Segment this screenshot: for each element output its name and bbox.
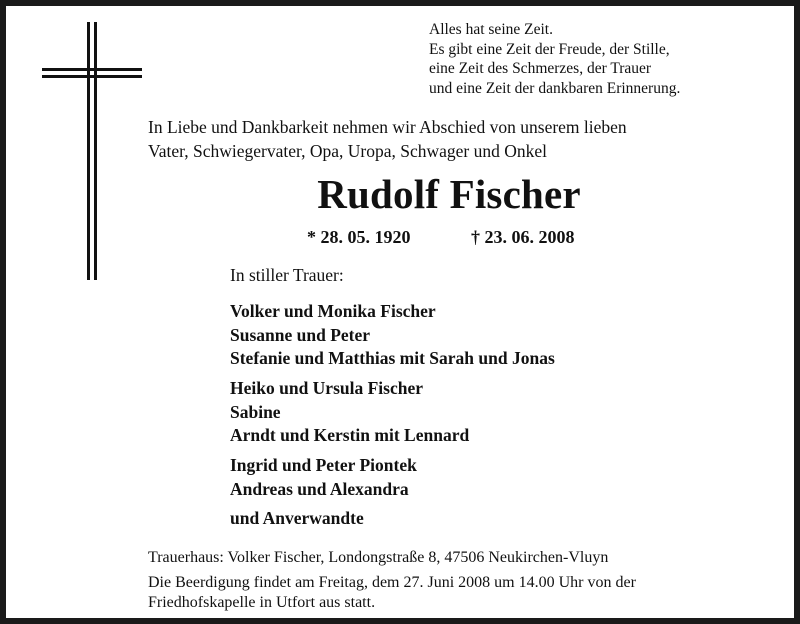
mourner-line: Andreas und Alexandra xyxy=(230,478,409,499)
mourner-group xyxy=(230,377,469,448)
funeral-line: Die Beerdigung findet am Freitag, dem 27. Juni 2008 um 14.00 Uhr von der xyxy=(148,574,636,591)
mourner-line: Heiko und Ursula Fischer xyxy=(230,378,424,398)
funeral-line: Friedhofskapelle in Utfort aus statt. xyxy=(148,594,376,611)
funeral-info xyxy=(148,573,636,613)
intro-text xyxy=(148,115,788,163)
poem-line: Es gibt eine Zeit der Freude, der Stille, xyxy=(429,40,670,58)
mourner-line: Susanne und Peter xyxy=(230,324,371,345)
mourning-label: In stiller Trauer: xyxy=(230,265,344,285)
mourner-line: Sabine xyxy=(230,401,281,422)
poem-line: Alles hat seine Zeit. xyxy=(429,21,553,38)
deceased-name: Rudolf Fischer xyxy=(317,171,581,217)
mourner-line: Stefanie und Matthias mit Sarah und Jonas xyxy=(230,348,555,368)
poem-line: und eine Zeit der dankbaren Erinnerung. xyxy=(429,79,681,97)
mourner-line: Ingrid und Peter Piontek xyxy=(230,455,417,475)
death-date: † 23. 06. 2008 xyxy=(471,227,575,247)
mourner-group xyxy=(230,454,417,501)
birth-date: * 28. 05. 1920 xyxy=(307,227,411,247)
poem-line: eine Zeit des Schmerzes, der Trauer xyxy=(429,60,652,77)
intro-line: Vater, Schwiegervater, Opa, Uropa, Schwager und Onkel xyxy=(148,141,548,161)
poem xyxy=(429,20,789,98)
mourning-house-address: Trauerhaus: Volker Fischer, Londongstraße 8, 47506 Neukirchen-Vluyn xyxy=(148,549,609,566)
cross-icon xyxy=(40,22,144,284)
mourner-line: Arndt und Kerstin mit Lennard xyxy=(230,425,470,445)
intro-line: In Liebe und Dankbarkeit nehmen wir Abschied von unserem lieben xyxy=(148,117,627,137)
mourner-line: und Anverwandte xyxy=(230,508,364,528)
mourner-group xyxy=(230,507,364,531)
mourner-line: Volker und Monika Fischer xyxy=(230,301,436,321)
mourner-group xyxy=(230,300,555,371)
